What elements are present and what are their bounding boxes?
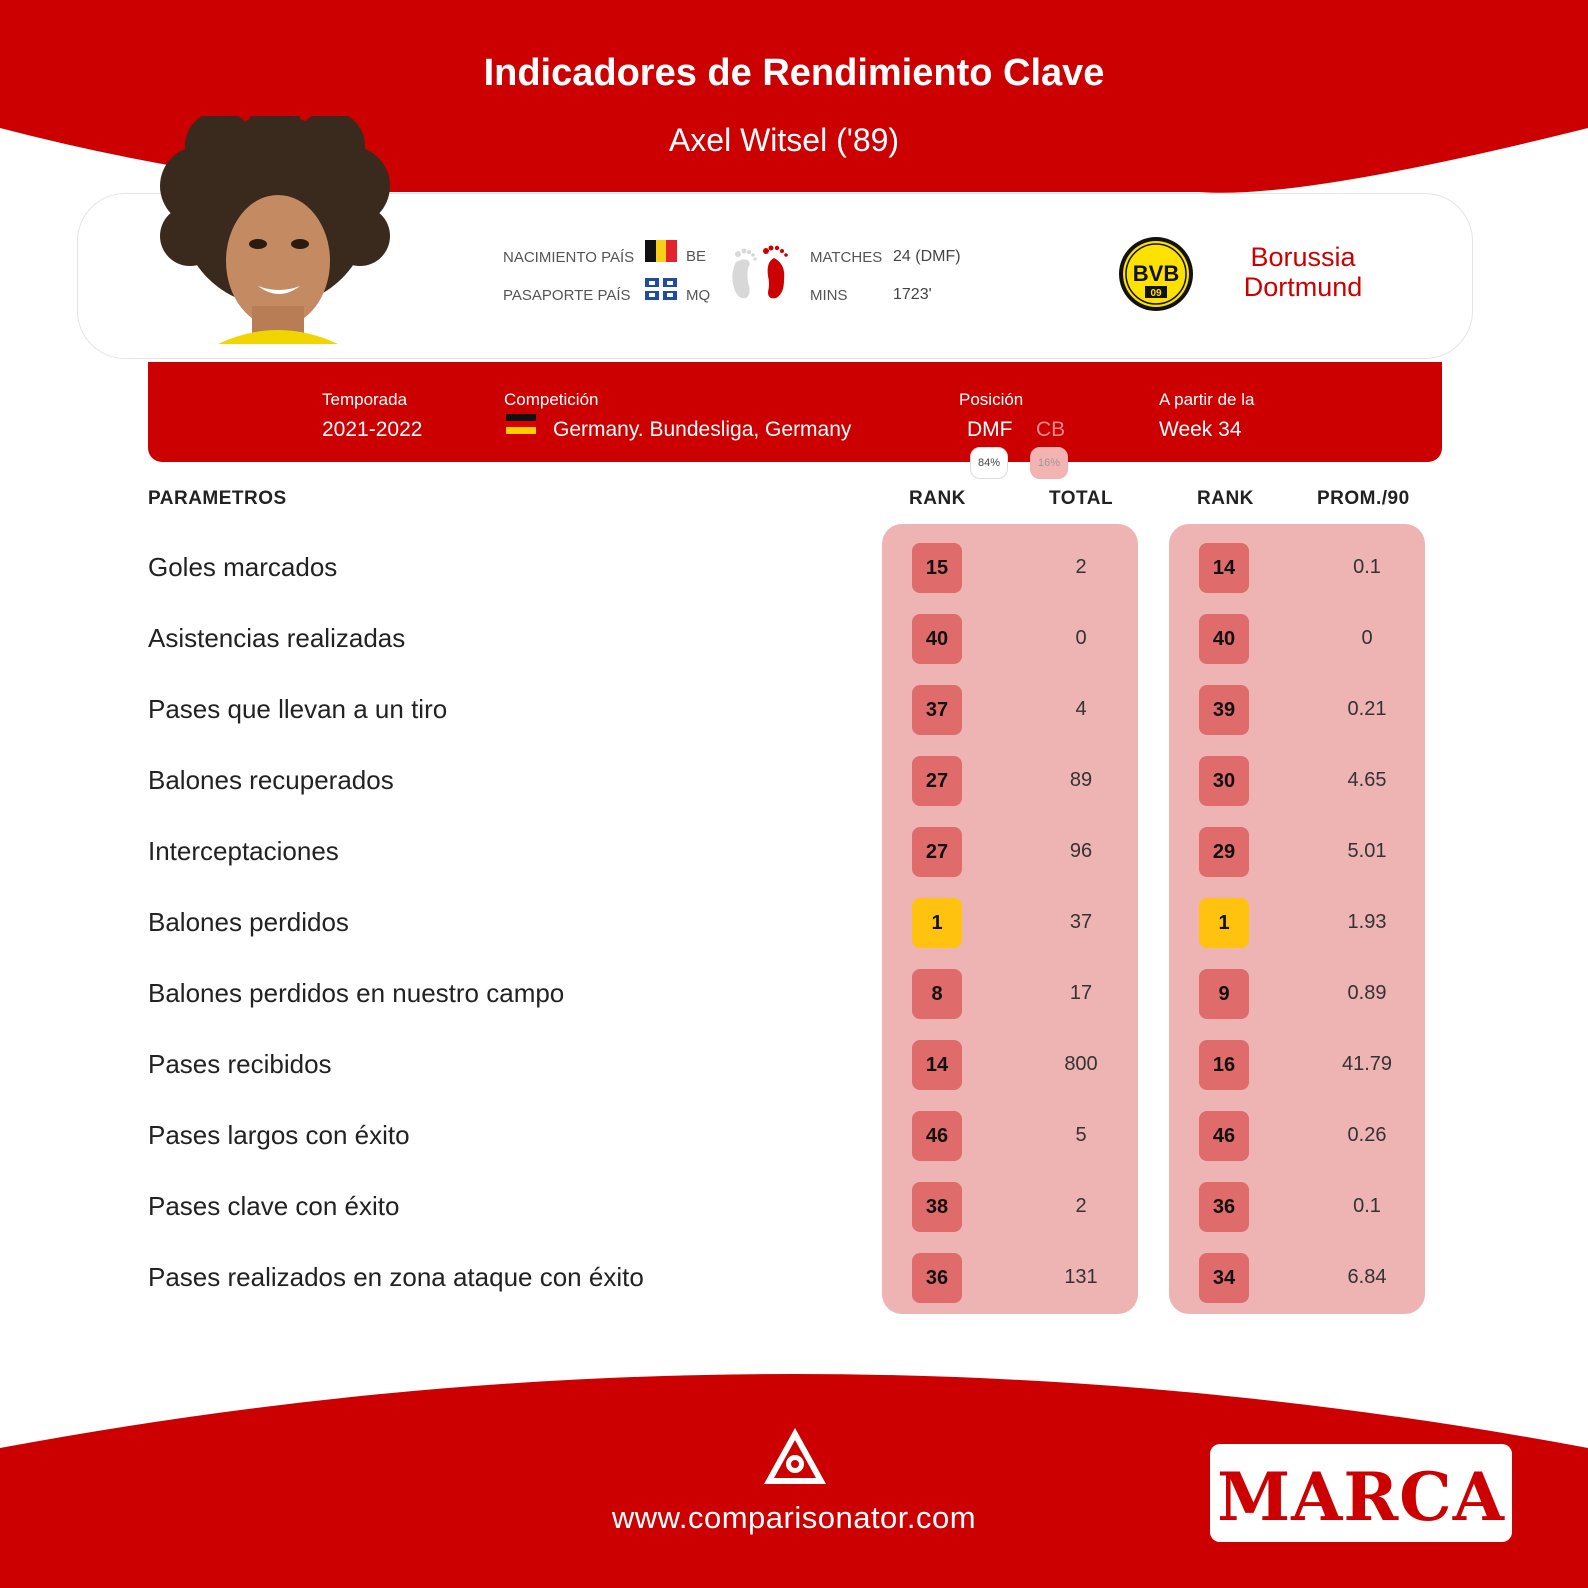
- position-primary: DMF: [967, 418, 1013, 441]
- row-label: Pases recibidos: [148, 1049, 332, 1079]
- rank-avg-badge: 14: [1199, 543, 1249, 593]
- marca-logo: [1210, 1444, 1512, 1542]
- row-label: Pases largos con éxito: [148, 1120, 410, 1150]
- header-params: PARAMETROS: [148, 488, 287, 509]
- header-rank-avg: RANK: [1197, 488, 1254, 509]
- row-label: Pases realizados en zona ataque con éxito: [148, 1262, 644, 1292]
- row-label: Goles marcados: [148, 552, 338, 582]
- avg-value: 1.93: [1347, 911, 1387, 933]
- rank-avg-badge: 34: [1199, 1253, 1249, 1303]
- avg-value: 0.1: [1353, 556, 1381, 578]
- rank-avg-badge: 46: [1199, 1111, 1249, 1161]
- avg-value: 6.84: [1347, 1266, 1387, 1288]
- total-value: 131: [1064, 1266, 1098, 1288]
- matches-label: MATCHES: [810, 249, 883, 266]
- from-label: A partir de la: [1159, 390, 1255, 409]
- club-logo-year: 09: [1150, 288, 1162, 299]
- rank-total-badge: 8: [912, 969, 962, 1019]
- club-name-line1: Borussia: [1250, 242, 1356, 272]
- avg-value: 0: [1361, 627, 1373, 649]
- season-label: Temporada: [322, 390, 408, 409]
- belgium-flag-icon: [645, 240, 677, 262]
- club-name-line2: Dortmund: [1243, 272, 1363, 302]
- rank-avg-badge: 9: [1199, 969, 1249, 1019]
- birth-country-label: NACIMIENTO PAÍS: [503, 249, 635, 266]
- row-label: Balones recuperados: [148, 765, 394, 795]
- from-value: Week 34: [1159, 418, 1242, 441]
- total-value: 2: [1075, 1195, 1087, 1217]
- row-label: Balones perdidos en nuestro campo: [148, 978, 565, 1008]
- rank-total-badge: 1: [912, 898, 962, 948]
- rank-total-badge: 27: [912, 827, 962, 877]
- player-name: Axel Witsel ('89): [668, 122, 900, 158]
- row-label: Pases clave con éxito: [148, 1191, 400, 1221]
- rank-total-badge: 40: [912, 614, 962, 664]
- total-value: 96: [1069, 840, 1093, 862]
- row-label: Interceptaciones: [148, 836, 339, 866]
- total-value: 17: [1069, 982, 1093, 1004]
- passport-country-label: PASAPORTE PAÍS: [503, 287, 631, 304]
- birth-country-code: BE: [686, 248, 707, 265]
- row-label: Balones perdidos: [148, 907, 349, 937]
- foot-preference-icon: [726, 244, 792, 302]
- club-logo: [1118, 236, 1194, 312]
- rank-total-badge: 14: [912, 1040, 962, 1090]
- club-name: [1218, 242, 1388, 302]
- page-title: Indicadores de Rendimiento Clave: [483, 52, 1105, 94]
- header-rank-total: RANK: [909, 488, 966, 509]
- header-total: TOTAL: [1049, 488, 1114, 509]
- avg-value: 0.1: [1353, 1195, 1381, 1217]
- row-label: Asistencias realizadas: [148, 623, 406, 653]
- total-value: 4: [1075, 698, 1087, 720]
- avg-value: 0.26: [1347, 1124, 1387, 1146]
- germany-flag-icon: [506, 414, 536, 434]
- season-value: 2021-2022: [322, 418, 423, 441]
- competition-value: Germany. Bundesliga, Germany: [553, 418, 852, 441]
- mins-value: 1723': [893, 286, 932, 303]
- matches-value: 24 (DMF): [893, 248, 961, 265]
- rank-avg-badge: 39: [1199, 685, 1249, 735]
- season-bar: [148, 362, 1442, 462]
- row-label: Pases que llevan a un tiro: [148, 694, 448, 724]
- header-avg: PROM./90: [1317, 488, 1410, 509]
- rank-total-badge: 15: [912, 543, 962, 593]
- rank-avg-badge: 1: [1199, 898, 1249, 948]
- total-value: 89: [1069, 769, 1093, 791]
- mins-label: MINS: [810, 287, 848, 304]
- rank-total-badge: 36: [912, 1253, 962, 1303]
- rank-total-badge: 46: [912, 1111, 962, 1161]
- avg-value: 41.79: [1341, 1053, 1393, 1075]
- avg-value: 0.21: [1347, 698, 1387, 720]
- avg-value: 0.89: [1347, 982, 1387, 1004]
- rank-avg-badge: 30: [1199, 756, 1249, 806]
- comparisonator-logo-icon: [762, 1426, 828, 1488]
- position-label: Posición: [959, 390, 1024, 409]
- total-value: 37: [1069, 911, 1093, 933]
- position-secondary: CB: [1036, 418, 1066, 441]
- rank-avg-badge: 40: [1199, 614, 1249, 664]
- passport-country-code: MQ: [686, 287, 711, 304]
- total-value: 800: [1064, 1053, 1098, 1075]
- rank-avg-badge: 36: [1199, 1182, 1249, 1232]
- total-value: 5: [1075, 1124, 1087, 1146]
- position-secondary-pct: 16%: [1030, 447, 1068, 479]
- marca-logo-text: MARCA: [1217, 1458, 1505, 1536]
- rank-total-badge: 37: [912, 685, 962, 735]
- avg-value: 5.01: [1347, 840, 1387, 862]
- rank-total-badge: 38: [912, 1182, 962, 1232]
- competition-label: Competición: [504, 390, 599, 409]
- total-value: 2: [1075, 556, 1087, 578]
- position-primary-pct: 84%: [970, 447, 1008, 479]
- player-photo: [160, 116, 390, 344]
- martinique-flag-icon: [645, 278, 677, 300]
- rank-total-badge: 27: [912, 756, 962, 806]
- avg-value: 4.65: [1347, 769, 1387, 791]
- rank-avg-badge: 29: [1199, 827, 1249, 877]
- club-logo-text: BVB: [1132, 261, 1180, 286]
- footer-url[interactable]: www.comparisonator.com: [611, 1500, 977, 1535]
- rank-avg-badge: 16: [1199, 1040, 1249, 1090]
- total-value: 0: [1075, 627, 1087, 649]
